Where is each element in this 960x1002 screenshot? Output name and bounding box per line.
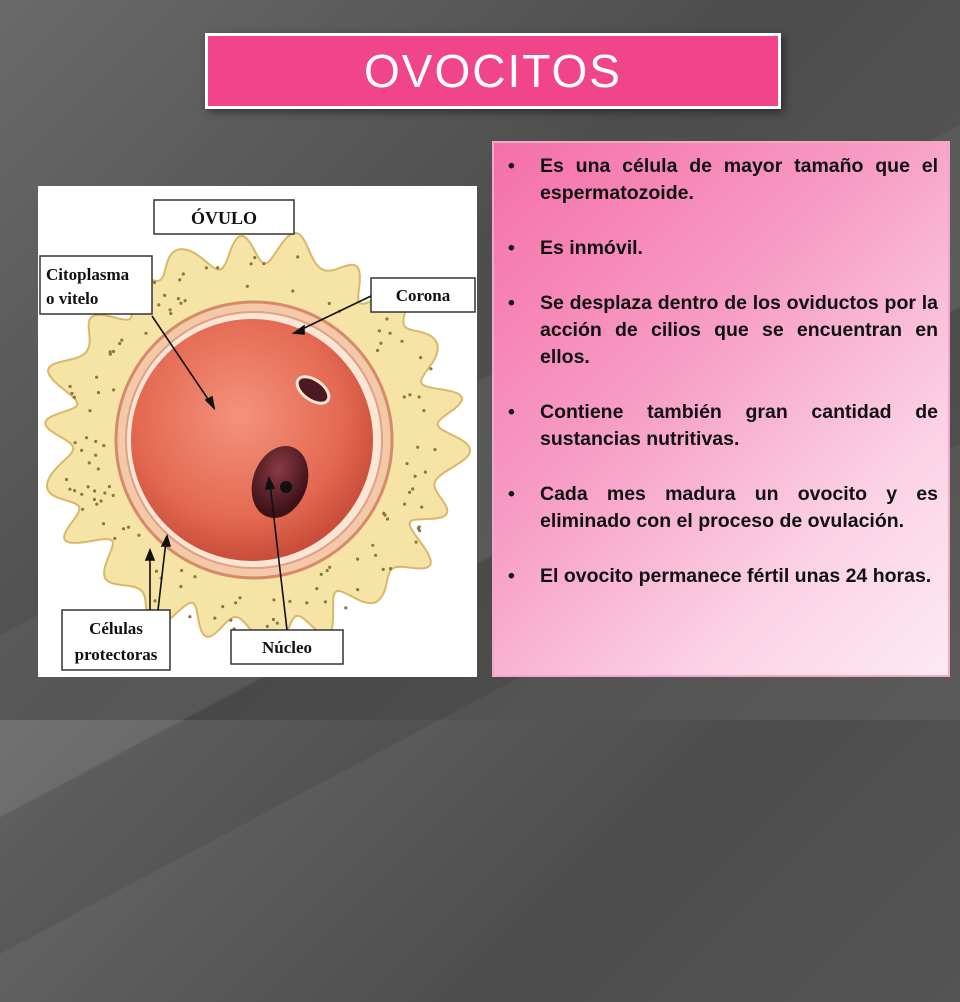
corona-cell-dot: [184, 299, 187, 302]
corona-cell-dot: [422, 409, 425, 412]
bullet-dot-icon: •: [508, 565, 515, 587]
corona-cell-dot: [87, 485, 90, 488]
bullet-text: Es inmóvil.: [540, 237, 643, 259]
slide-title: OVOCITOS: [364, 45, 622, 97]
corona-cell-dot: [246, 285, 249, 288]
corona-cell-dot: [177, 297, 180, 300]
corona-cell-dot: [344, 606, 347, 609]
corona-cell-dot: [153, 281, 156, 284]
bullet-dot-icon: •: [508, 292, 515, 314]
bullet-text: Se desplaza dentro de los oviductos por la acción de cilios que se encuentran en ellos.: [540, 292, 938, 368]
corona-cell-dot: [408, 491, 411, 494]
ovule-illustration: [38, 186, 477, 677]
corona-cell-dot: [305, 601, 308, 604]
corona-cell-dot: [155, 570, 158, 573]
corona-cell-dot: [68, 488, 71, 491]
corona-cell-dot: [379, 342, 382, 345]
corona-cell-dot: [376, 349, 379, 352]
corona-cell-dot: [272, 598, 275, 601]
corona-cell-dot: [405, 462, 408, 465]
cytoplasm: [131, 319, 373, 561]
corona-cell-dot: [378, 329, 381, 332]
corona-cell-dot: [324, 600, 327, 603]
corona-cell-dot: [382, 568, 385, 571]
corona-cell-dot: [97, 467, 100, 470]
corona-cell-dot: [109, 350, 112, 353]
corona-cell-dot: [266, 625, 269, 628]
corona-cell-dot: [250, 262, 253, 265]
corona-cell-dot: [179, 302, 182, 305]
corona-cell-dot: [88, 461, 91, 464]
corona-cell-dot: [118, 342, 121, 345]
corona-cell-dot: [403, 503, 406, 506]
corona-cell-dot: [182, 272, 185, 275]
corona-cell-dot: [288, 600, 291, 603]
label-nucleo: [231, 630, 343, 664]
corona-cell-dot: [73, 489, 76, 492]
ovule-diagram: [38, 186, 477, 677]
corona-cell-dot: [418, 529, 421, 532]
corona-cell-dot: [188, 615, 191, 618]
corona-cell-dot: [178, 278, 181, 281]
corona-cell-dot: [389, 332, 392, 335]
corona-cell-dot: [424, 471, 427, 474]
corona-cell-dot: [328, 302, 331, 305]
corona-cell-dot: [163, 294, 166, 297]
corona-cell-dot: [95, 503, 98, 506]
corona-cell-dot: [408, 393, 411, 396]
corona-cell-dot: [112, 388, 115, 391]
corona-cell-dot: [326, 569, 329, 572]
corona-cell-dot: [94, 454, 97, 457]
corona-cell-dot: [234, 601, 237, 604]
corona-cell-dot: [120, 339, 123, 342]
corona-cell-dot: [213, 617, 216, 620]
corona-cell-dot: [73, 396, 76, 399]
corona-cell-dot: [179, 585, 182, 588]
corona-cell-dot: [102, 444, 105, 447]
corona-cell-dot: [74, 441, 77, 444]
corona-cell-dot: [416, 446, 419, 449]
corona-cell-dot: [95, 376, 98, 379]
corona-cell-dot: [385, 317, 388, 320]
corona-cell-dot: [429, 367, 432, 370]
bullet-item: [506, 153, 938, 207]
corona-cell-dot: [144, 332, 147, 335]
corona-cell-dot: [400, 340, 403, 343]
corona-cell-dot: [88, 409, 91, 412]
corona-cell-dot: [180, 569, 183, 572]
corona-cell-dot: [97, 391, 100, 394]
corona-cell-dot: [80, 493, 83, 496]
info-panel: [492, 141, 950, 677]
bullet-dot-icon: •: [508, 483, 515, 505]
svg-text:Núcleo: Núcleo: [261, 638, 313, 657]
corona-cell-dot: [70, 392, 73, 395]
label-citoplasma: [40, 256, 152, 314]
corona-cell-dot: [418, 395, 421, 398]
corona-cell-dot: [81, 508, 84, 511]
corona-cell-dot: [418, 525, 421, 528]
corona-cell-dot: [103, 491, 106, 494]
corona-cell-dot: [93, 489, 96, 492]
corona-cell-dot: [112, 494, 115, 497]
corona-cell-dot: [415, 541, 418, 544]
bullet-text: Cada mes madura un ovocito y es eliminado con el proceso de ovulación.: [540, 483, 938, 532]
corona-cell-dot: [389, 567, 392, 570]
corona-cell-dot: [127, 526, 130, 529]
corona-cell-dot: [262, 262, 265, 265]
corona-cell-dot: [113, 537, 116, 540]
corona-cell-dot: [93, 498, 96, 501]
corona-cell-dot: [419, 356, 422, 359]
svg-text:ÓVULO: ÓVULO: [190, 208, 258, 228]
label-corona: [371, 278, 475, 312]
corona-cell-dot: [315, 587, 318, 590]
corona-cell-dot: [276, 622, 279, 625]
corona-cell-dot: [433, 448, 436, 451]
corona-cell-dot: [122, 527, 125, 530]
bullet-item: [506, 399, 938, 453]
corona-cell-dot: [169, 308, 172, 311]
corona-cell-dot: [94, 440, 97, 443]
svg-text:Citoplasma: Citoplasma: [46, 265, 130, 284]
corona-cell-dot: [420, 506, 423, 509]
corona-cell-dot: [238, 596, 241, 599]
bullet-item: [506, 481, 938, 535]
corona-cell-dot: [386, 517, 389, 520]
bullet-item: [506, 235, 938, 262]
svg-text:Células: Células: [89, 619, 143, 638]
corona-cell-dot: [272, 618, 275, 621]
corona-cell-dot: [371, 544, 374, 547]
corona-cell-dot: [65, 478, 68, 481]
corona-cell-dot: [85, 436, 88, 439]
corona-cell-dot: [374, 554, 377, 557]
corona-cell-dot: [221, 605, 224, 608]
svg-text:o vitelo: o vitelo: [46, 289, 99, 308]
corona-cell-dot: [383, 514, 386, 517]
bullet-list: [506, 153, 938, 590]
label-celulas-protectoras: [62, 610, 170, 670]
corona-cell-dot: [108, 485, 111, 488]
corona-cell-dot: [137, 534, 140, 537]
bullet-dot-icon: •: [508, 155, 515, 177]
corona-cell-dot: [403, 395, 406, 398]
corona-cell-dot: [102, 522, 105, 525]
corona-cell-dot: [193, 575, 196, 578]
bullet-dot-icon: •: [508, 401, 515, 423]
corona-cell-dot: [80, 449, 83, 452]
corona-cell-dot: [216, 266, 219, 269]
title-banner: [205, 33, 781, 109]
corona-cell-dot: [157, 303, 160, 306]
svg-text:Corona: Corona: [395, 286, 451, 305]
svg-text:protectoras: protectoras: [74, 645, 158, 664]
corona-cell-dot: [320, 573, 323, 576]
bullet-text: Contiene también gran cantidad de sustancias nutritivas.: [540, 401, 938, 450]
corona-cell-dot: [414, 475, 417, 478]
label-ovulo: [154, 200, 294, 234]
corona-cell-dot: [356, 588, 359, 591]
corona-cell-dot: [205, 266, 208, 269]
bullet-item: [506, 563, 938, 590]
corona-cell-dot: [229, 619, 232, 622]
corona-cell-dot: [112, 350, 115, 353]
bullet-dot-icon: •: [508, 237, 515, 259]
corona-cell-dot: [169, 312, 172, 315]
corona-cell-dot: [328, 566, 331, 569]
corona-cell-dot: [411, 487, 414, 490]
nucleolus: [280, 481, 292, 493]
corona-cell-dot: [296, 255, 299, 258]
corona-cell-dot: [291, 289, 294, 292]
corona-cell-dot: [253, 256, 256, 259]
corona-cell-dot: [356, 558, 359, 561]
bullet-text: Es una célula de mayor tamaño que el espermatozoide.: [540, 155, 938, 204]
corona-cell-dot: [69, 385, 72, 388]
bullet-item: [506, 290, 938, 371]
bullet-text: El ovocito permanece fértil unas 24 horas.: [540, 565, 932, 587]
corona-cell-dot: [153, 599, 156, 602]
corona-cell-dot: [100, 499, 103, 502]
